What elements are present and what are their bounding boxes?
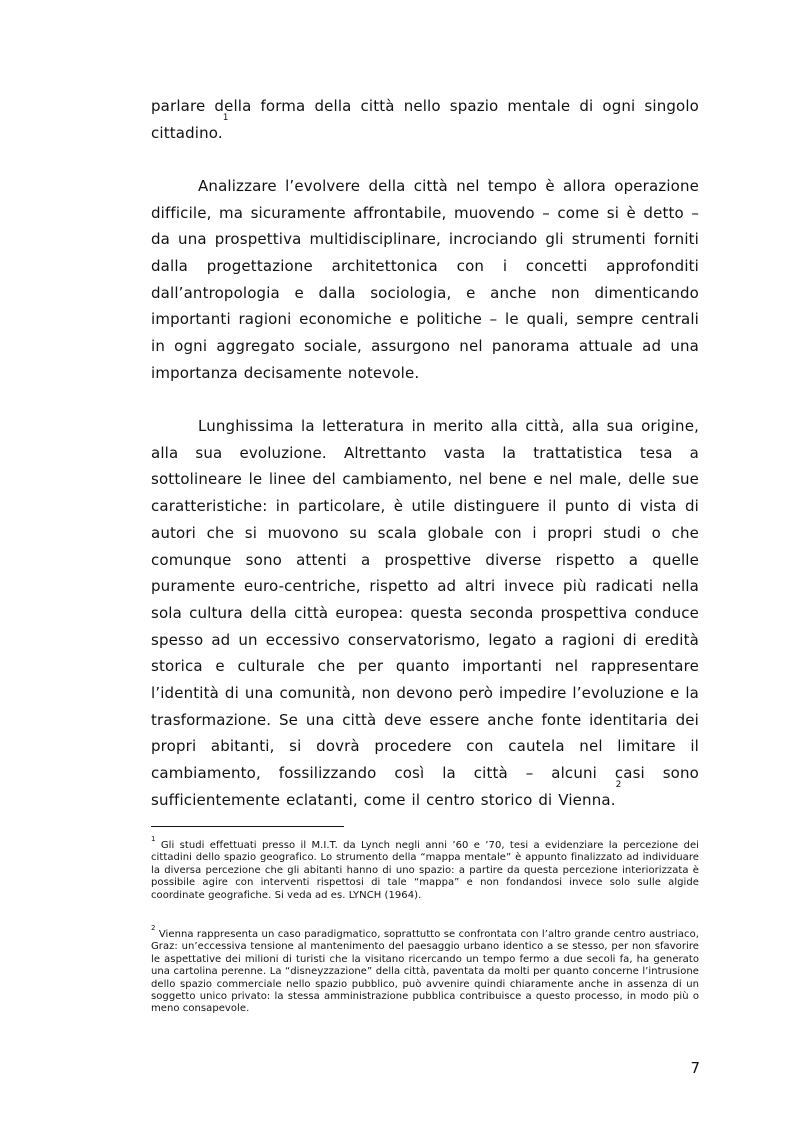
paragraph-spacer <box>151 387 699 414</box>
page-number: 7 <box>690 1059 700 1077</box>
paragraph-text: parlare della forma della città nello spazio mentale di ogni singolo cittadino. <box>151 97 699 142</box>
footnote-number: 2 <box>151 924 156 933</box>
footnote-number: 1 <box>151 835 156 843</box>
footnote-1 <box>151 835 699 902</box>
paragraph-spacer <box>151 146 699 173</box>
body-paragraph-1 <box>151 93 699 146</box>
body-paragraph-3 <box>151 413 699 814</box>
body-paragraph-2: Analizzare l’evolvere della città nel tempo è allora operazione difficile, ma sicuramente affrontabile, muovendo – come si è detto – da una prospettiva multidisciplinare, incrociando gli strumenti forniti dalla progettazione architettonica con i concetti approfonditi dall’antropologia e dalla sociologia, e anche non dimenticando importanti ragioni economiche e politiche – le quali, sempre centrali in ogni aggregato sociale, assurgono nel panorama attuale ad una importanza decisamente notevole. <box>151 176 699 382</box>
page-body <box>151 93 699 814</box>
footnotes <box>151 835 700 1016</box>
footnote-2 <box>151 924 700 1016</box>
paragraph-text: Lunghissima la letteratura in merito alla città, alla sua origine, alla sua evoluzione. Altrettanto vasta la trattatistica tesa a sottolineare le linee del cambiamento, nel bene e nel male, delle sue caratteristiche: in particolare, è utile distinguere il punto di vista di autori che si muovono su scala globale con i propri studi o che comunque sono attenti a prospettive diverse rispetto a quelle puramente euro-centriche, rispetto ad altri invece più radicati nella sola cultura della città europea: questa seconda prospettiva conduce spesso ad un eccessivo conservatorismo, legato a ragioni di eredità storica e culturale che per quanto importanti nel rappresentare l’identità di una comunità, non devono però impedire l’evoluzione e la trasformazione. Se una città deve essere anche fonte identitaria dei propri abitanti, si dovrà procedere con cautela nel limitare il cambiamento, fossilizzando così la città – alcuni casi sono sufficientemente eclatanti, come il centro storico di Vienna. <box>151 417 699 809</box>
footnote-reference-1[interactable]: 1 <box>222 112 229 123</box>
footnote-separator <box>151 826 344 827</box>
footnote-text: Vienna rappresenta un caso paradigmatico, soprattutto se confrontata con l’altro grande centro austriaco, Graz: un’eccessiva tensione al mantenimento del paesaggio urbano identico a se stesso, per non sfavorire le aspettative dei milioni di turisti che la visitano ricercando un tempo fermo a due secoli fa, ha generato una cartolina perenne. La “disneyzzazione” della città, paventata da molti per quanto concerne l’intrusione dello spazio commerciale nello spazio pubblico, può avvenire quindi chiaramente anche in assenza di un soggetto unico privato: la stessa amministrazione pubblica contribuisce a questo processo, in modo più o meno consapevole. <box>151 929 700 1015</box>
footnote-text: Gli studi effettuati presso il M.I.T. da Lynch negli anni ’60 e ’70, tesi a evidenziare la percezione dei cittadini dello spazio geografico. Lo strumento della “mappa mentale” è appunto finalizzato ad individuare la diversa percezione che gli abitanti hanno di uno spazio: a partire da questa percezione interiorizzata è possibile agire con interventi rispettosi di tale “mappa” e non fondandosi invece solo sulle algide coordinate geografiche. Si veda ad es. LYNCH (1964). <box>151 840 699 901</box>
footnote-reference-2[interactable]: 2 <box>615 779 622 790</box>
